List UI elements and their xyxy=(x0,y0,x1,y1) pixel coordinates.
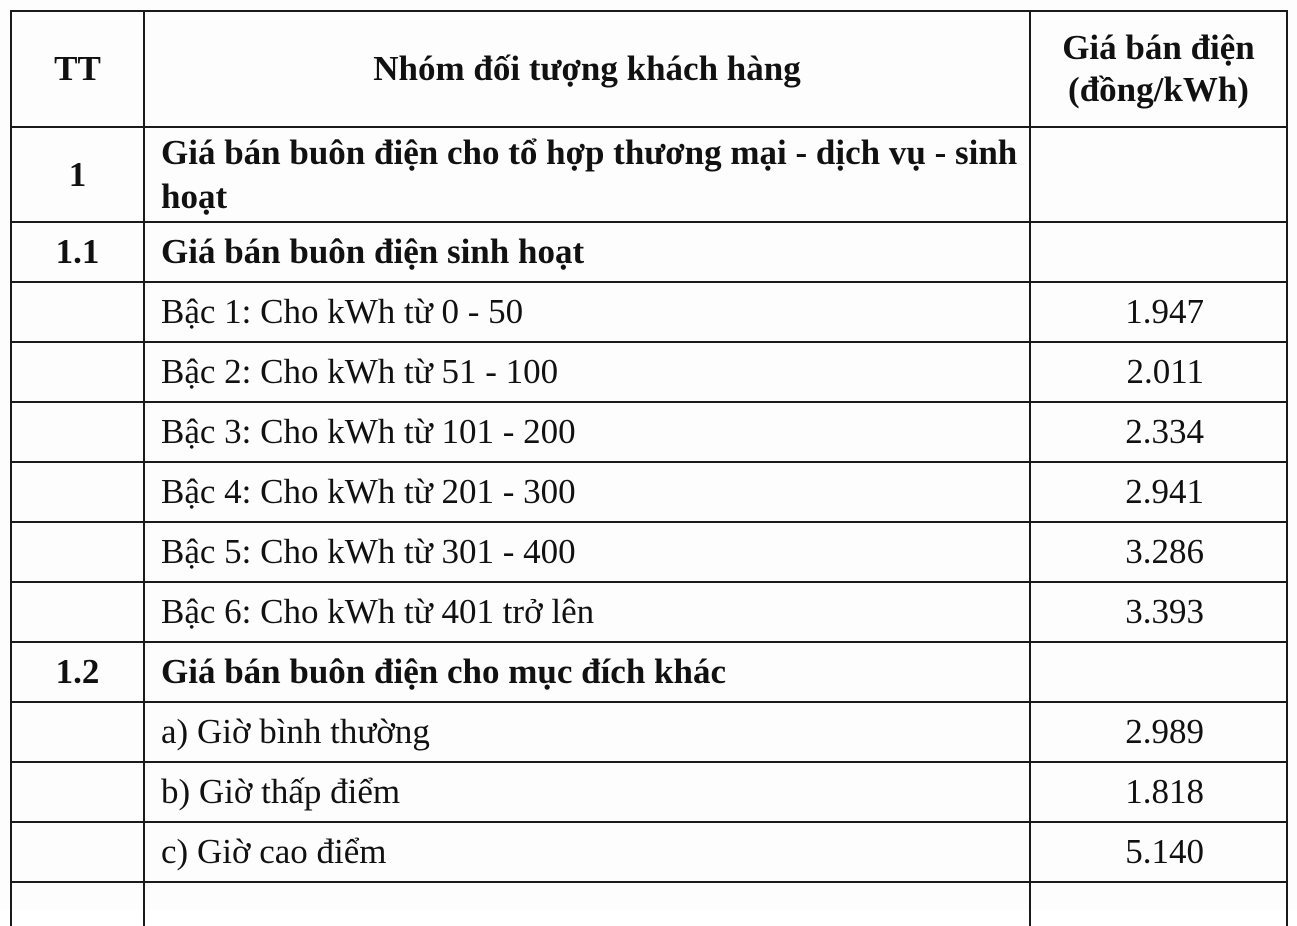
row-price: 3.286 xyxy=(1030,522,1287,582)
table-row xyxy=(11,462,1287,522)
table-row xyxy=(11,402,1287,462)
table-row xyxy=(11,702,1287,762)
row-tt-empty xyxy=(11,822,144,882)
row-tt-empty xyxy=(11,282,144,342)
row-price: 1.947 xyxy=(1030,282,1287,342)
row-tt-empty xyxy=(11,342,144,402)
subsection-title: Giá bán buôn điện cho mục đích khác xyxy=(144,642,1030,702)
section-tt: 1 xyxy=(11,127,144,222)
row-price: 3.393 xyxy=(1030,582,1287,642)
row-price: 5.140 xyxy=(1030,822,1287,882)
table-row xyxy=(11,522,1287,582)
row-price-empty xyxy=(1030,882,1287,926)
row-price: 1.818 xyxy=(1030,762,1287,822)
subsection-row xyxy=(11,642,1287,702)
header-price-line1: Giá bán điện xyxy=(1062,28,1255,67)
section-price-empty xyxy=(1030,127,1287,222)
table-row xyxy=(11,282,1287,342)
row-label: Bậc 3: Cho kWh từ 101 - 200 xyxy=(144,402,1030,462)
row-price: 2.989 xyxy=(1030,702,1287,762)
row-label: a) Giờ bình thường xyxy=(144,702,1030,762)
subsection-title: Giá bán buôn điện sinh hoạt xyxy=(144,222,1030,282)
row-tt-empty xyxy=(11,522,144,582)
row-label: Bậc 4: Cho kWh từ 201 - 300 xyxy=(144,462,1030,522)
row-label: c) Giờ cao điểm xyxy=(144,822,1030,882)
row-tt-empty xyxy=(11,702,144,762)
row-label: Bậc 6: Cho kWh từ 401 trở lên xyxy=(144,582,1030,642)
row-tt-empty xyxy=(11,762,144,822)
section-row xyxy=(11,127,1287,222)
header-customer-group: Nhóm đối tượng khách hàng xyxy=(144,11,1030,127)
table-row xyxy=(11,582,1287,642)
table-row xyxy=(11,762,1287,822)
row-price: 2.941 xyxy=(1030,462,1287,522)
row-price: 2.011 xyxy=(1030,342,1287,402)
row-price: 2.334 xyxy=(1030,402,1287,462)
row-label: b) Giờ thấp điểm xyxy=(144,762,1030,822)
table-header-row xyxy=(11,11,1287,127)
subsection-price-empty xyxy=(1030,222,1287,282)
electricity-price-table xyxy=(10,10,1288,926)
table-row xyxy=(11,342,1287,402)
row-label: Bậc 1: Cho kWh từ 0 - 50 xyxy=(144,282,1030,342)
row-label: Bậc 2: Cho kWh từ 51 - 100 xyxy=(144,342,1030,402)
table-row xyxy=(11,822,1287,882)
table-row-continuation xyxy=(11,882,1287,926)
row-tt-empty xyxy=(11,462,144,522)
subsection-row xyxy=(11,222,1287,282)
subsection-tt: 1.1 xyxy=(11,222,144,282)
row-label: Bậc 5: Cho kWh từ 301 - 400 xyxy=(144,522,1030,582)
row-tt-empty xyxy=(11,882,144,926)
row-tt-empty xyxy=(11,402,144,462)
subsection-tt: 1.2 xyxy=(11,642,144,702)
subsection-price-empty xyxy=(1030,642,1287,702)
header-tt: TT xyxy=(11,11,144,127)
row-label-empty xyxy=(144,882,1030,926)
header-price-line2: (đồng/kWh) xyxy=(1068,70,1249,109)
header-price xyxy=(1030,11,1287,127)
section-title: Giá bán buôn điện cho tổ hợp thương mại - dịch vụ - sinh hoạt xyxy=(144,127,1030,222)
row-tt-empty xyxy=(11,582,144,642)
